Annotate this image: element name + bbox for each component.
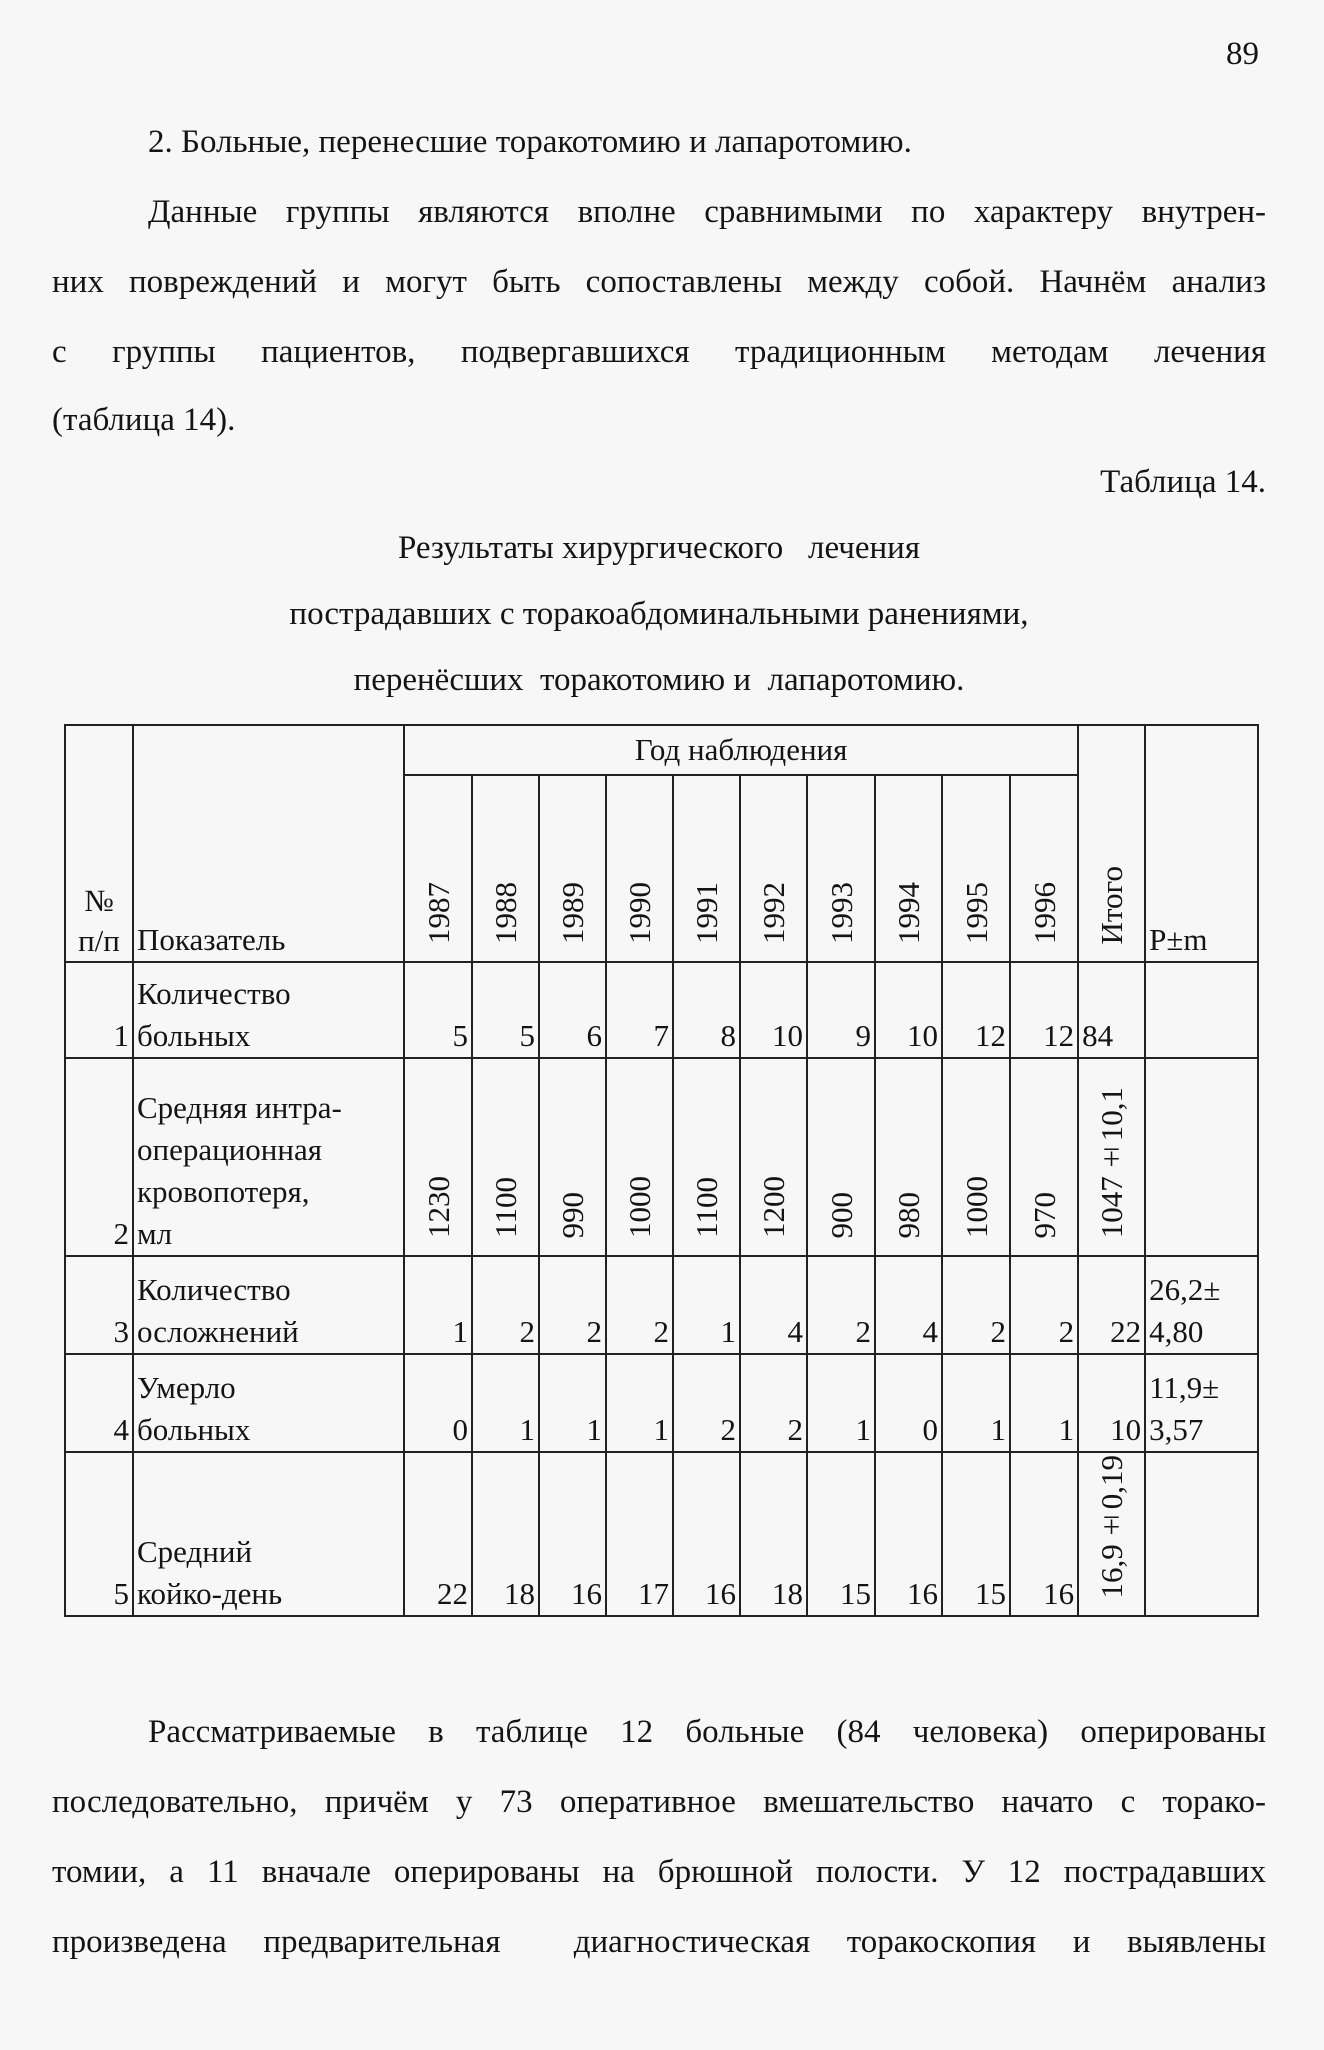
value-cell: 16 — [875, 1452, 942, 1616]
year-label: 1990 — [622, 882, 657, 944]
year-cell — [740, 775, 807, 962]
year-label: 1989 — [555, 882, 590, 944]
value-cell: 15 — [807, 1452, 875, 1616]
value-cell: 10 — [875, 962, 942, 1058]
table-title-line-2: пострадавших с торакоабдоминальными ранениями, — [289, 596, 1029, 632]
year-cell — [1010, 775, 1078, 962]
value-cell: 6 — [539, 962, 606, 1058]
row-number: 4 — [65, 1354, 133, 1452]
section-heading: 2. Больные, перенесшие торакотомию и лапаротомию. — [148, 124, 912, 160]
total-cell: 84 — [1078, 962, 1145, 1058]
header-row-1 — [65, 725, 1258, 775]
value-cell: 15 — [942, 1452, 1010, 1616]
p-cell: 11,9± 3,57 — [1145, 1354, 1258, 1452]
table-row — [65, 1256, 1258, 1354]
row-number: 1 — [65, 962, 133, 1058]
table-row — [65, 1354, 1258, 1452]
intro-line-1: Данные группы являются вполне сравнимыми по характеру внутрен- — [148, 194, 1266, 230]
year-cell — [539, 775, 606, 962]
outro-line-2: последовательно, причём у 73 оперативное вмешательство начато с торако- — [52, 1784, 1266, 1820]
table-row — [65, 962, 1258, 1058]
p-cell — [1145, 1452, 1258, 1616]
year-label: 1992 — [756, 882, 791, 944]
value-cell: 0 — [404, 1354, 472, 1452]
table-row — [65, 1058, 1258, 1256]
year-cell — [673, 775, 740, 962]
p-cell — [1145, 1058, 1258, 1256]
year-label: 1995 — [958, 882, 994, 944]
value-cell: 12 — [1010, 962, 1078, 1058]
intro-line-4: (таблица 14). — [52, 402, 236, 438]
value-cell: 2 — [606, 1256, 673, 1354]
value-cell: 10 — [740, 962, 807, 1058]
value-cell: 900 — [807, 1058, 875, 1256]
value-cell: 1100 — [472, 1058, 539, 1256]
year-label: 1994 — [891, 882, 926, 944]
value-cell: 16 — [539, 1452, 606, 1616]
value-cell: 1000 — [942, 1058, 1010, 1256]
row-number: 2 — [65, 1058, 133, 1256]
year-cell — [606, 775, 673, 962]
year-label: 1991 — [689, 882, 724, 944]
outro-line-1: Рассматриваемые в таблице 12 больные (84 человека) оперированы — [148, 1714, 1266, 1750]
value-cell: 1 — [942, 1354, 1010, 1452]
row-indicator: Средняя интра- операционная кровопотеря, мл — [133, 1058, 404, 1256]
header-total — [1078, 725, 1145, 962]
value-cell: 18 — [740, 1452, 807, 1616]
value-cell: 1 — [539, 1354, 606, 1452]
year-label: 1988 — [488, 882, 523, 944]
value-cell: 2 — [539, 1256, 606, 1354]
value-cell: 990 — [539, 1058, 606, 1256]
year-cell — [404, 775, 472, 962]
value-cell: 2 — [673, 1354, 740, 1452]
year-cell — [942, 775, 1010, 962]
value-cell: 1200 — [740, 1058, 807, 1256]
value-cell: 16 — [1010, 1452, 1078, 1616]
value-cell: 2 — [807, 1256, 875, 1354]
value-cell: 12 — [942, 962, 1010, 1058]
value-cell: 2 — [740, 1354, 807, 1452]
table-title-line-1: Результаты хирургического лечения — [397, 530, 921, 566]
value-cell: 16 — [673, 1452, 740, 1616]
value-cell: 2 — [942, 1256, 1010, 1354]
row-number: 3 — [65, 1256, 133, 1354]
value-cell: 1 — [404, 1256, 472, 1354]
year-label: 1987 — [420, 882, 456, 944]
value-cell: 9 — [807, 962, 875, 1058]
total-cell: 10 — [1078, 1354, 1145, 1452]
value-cell: 2 — [472, 1256, 539, 1354]
table-title-line-3: перенёсших торакотомию и лапаротомию. — [353, 662, 965, 698]
value-cell: 1230 — [404, 1058, 472, 1256]
value-cell: 1 — [673, 1256, 740, 1354]
total-cell: 22 — [1078, 1256, 1145, 1354]
p-cell: 26,2± 4,80 — [1145, 1256, 1258, 1354]
value-cell: 18 — [472, 1452, 539, 1616]
row-indicator: Количество больных — [133, 962, 404, 1058]
value-cell: 1000 — [606, 1058, 673, 1256]
outro-line-4: произведена предварительная диагностическая торакоскопия и выявлены — [52, 1924, 1266, 1960]
header-total-text: Итого — [1094, 865, 1130, 944]
value-cell: 1 — [1010, 1354, 1078, 1452]
row-indicator: Умерло больных — [133, 1354, 404, 1452]
value-cell: 22 — [404, 1452, 472, 1616]
header-year-group: Год наблюдения — [404, 725, 1078, 775]
value-cell: 7 — [606, 962, 673, 1058]
p-cell — [1145, 962, 1258, 1058]
value-cell: 1 — [472, 1354, 539, 1452]
value-cell: 5 — [472, 962, 539, 1058]
page-number: 89 — [1226, 36, 1259, 72]
intro-line-3: с группы пациентов, подвергавшихся традиционным методам лечения — [52, 334, 1266, 370]
outro-line-3: томии, а 11 вначале оперированы на брюшной полости. У 12 пострадавших — [52, 1854, 1266, 1890]
intro-line-2: них повреждений и могут быть сопоставлены между собой. Начнём анализ — [52, 264, 1266, 300]
value-cell: 1100 — [673, 1058, 740, 1256]
value-cell: 970 — [1010, 1058, 1078, 1256]
year-cell — [807, 775, 875, 962]
header-num: № п/п — [65, 725, 133, 962]
results-table — [64, 724, 1259, 1617]
header-indicator: Показатель — [133, 725, 404, 962]
row-indicator: Количество осложнений — [133, 1256, 404, 1354]
value-cell: 1 — [807, 1354, 875, 1452]
value-cell: 5 — [404, 962, 472, 1058]
value-cell: 4 — [875, 1256, 942, 1354]
total-cell: 1047±10,1 — [1078, 1058, 1145, 1256]
value-cell: 1 — [606, 1354, 673, 1452]
year-label: 1996 — [1026, 882, 1062, 944]
value-cell: 2 — [1010, 1256, 1078, 1354]
row-indicator: Средний койко-день — [133, 1452, 404, 1616]
value-cell: 980 — [875, 1058, 942, 1256]
value-cell: 8 — [673, 962, 740, 1058]
value-cell: 4 — [740, 1256, 807, 1354]
year-label: 1993 — [823, 882, 859, 944]
value-cell: 0 — [875, 1354, 942, 1452]
value-cell: 17 — [606, 1452, 673, 1616]
table-label: Таблица 14. — [1100, 464, 1266, 500]
header-p: P±m — [1145, 725, 1258, 962]
year-cell — [875, 775, 942, 962]
total-cell: 16,9±0,19 — [1078, 1452, 1145, 1616]
table-row — [65, 1452, 1258, 1616]
row-number: 5 — [65, 1452, 133, 1616]
year-cell — [472, 775, 539, 962]
